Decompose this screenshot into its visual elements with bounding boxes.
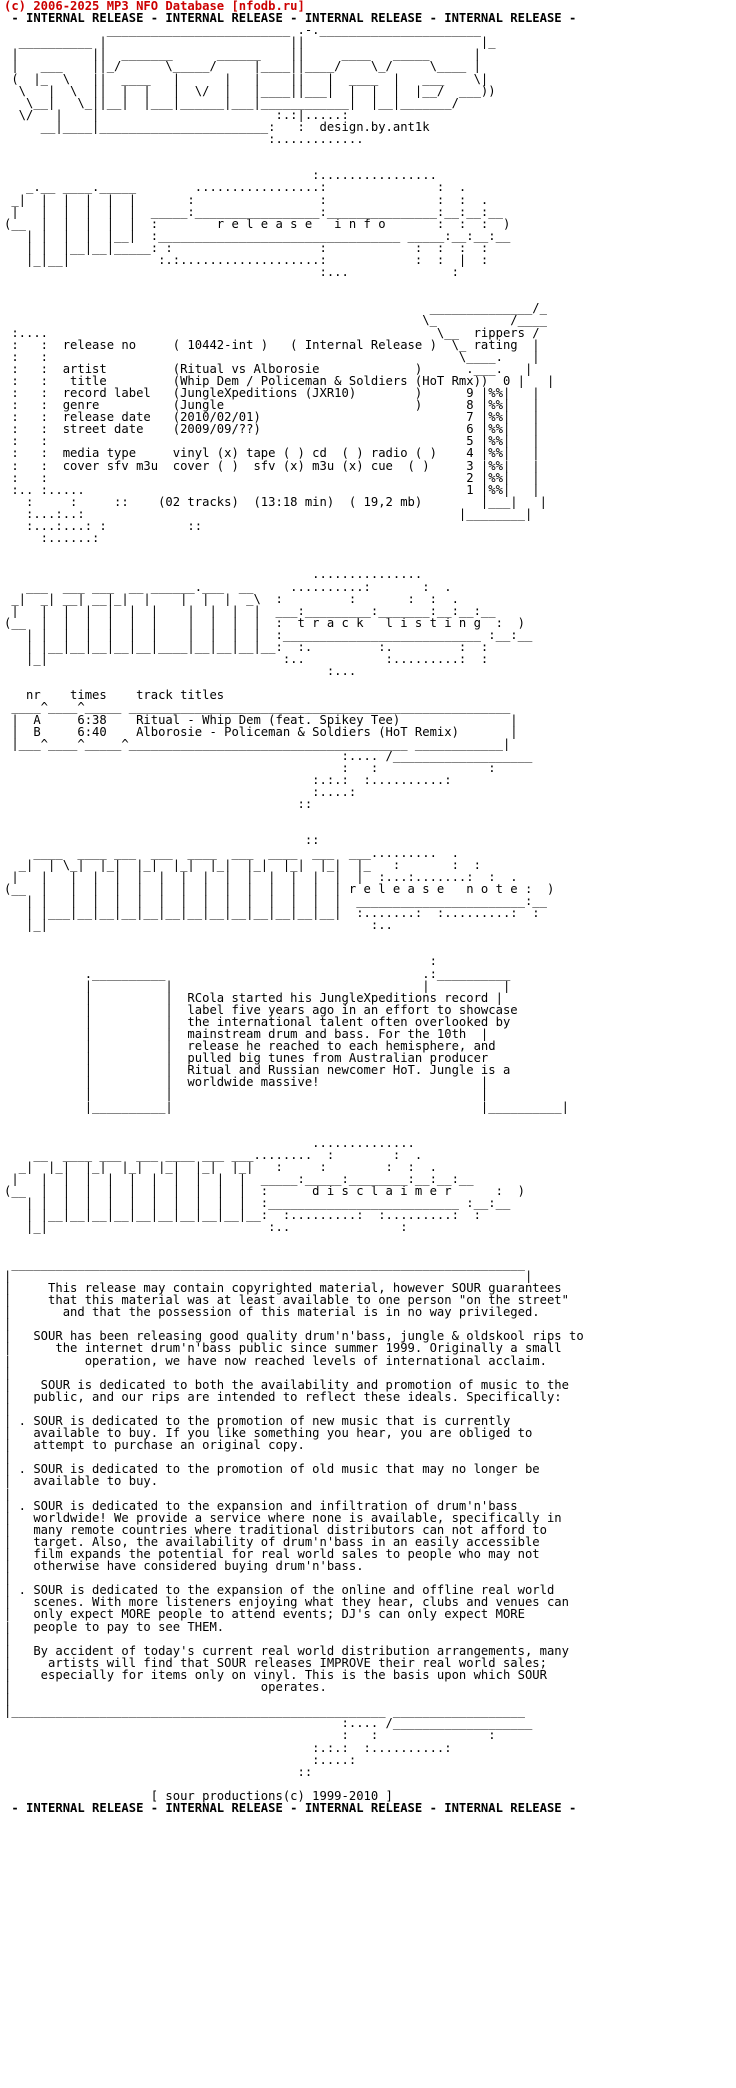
nfo-line (4, 278, 584, 290)
nfo-line: __ ____ ___ ___ ____ ___ ___........ : : . (4, 1147, 423, 1162)
nfo-line: | (4, 1571, 12, 1586)
nfo-line: : : :: (02 tracks) (13:18 min) ( 19,2 mb) |___| | (4, 494, 547, 509)
nfo-line: | (4, 1401, 12, 1416)
nfo-line: | SOUR is dedicated to both the availability and promotion of music to the (4, 1377, 569, 1392)
nfo-line: | artists will find that SOUR releases IMPROVE their real world sales; (4, 1655, 547, 1670)
nfo-line: | only expect MORE people to attend events; DJ's can only expect MORE (4, 1607, 525, 1622)
nfo-line: : : release no ( 10442-int ) ( Internal Release ) \_ rating | (4, 337, 540, 352)
nfo-line: | By accident of today's current real world distribution arrangements, many (4, 1643, 569, 1658)
nfo-line: __|____|_______________________: : design.by.ant1k (4, 119, 430, 134)
nfo-line: |_| :.. :.........: : (4, 652, 489, 667)
nfo-line: :....: (4, 785, 357, 800)
nfo-line: | | | | | | _____:_________________:_______________:__:__:__ (4, 204, 503, 219)
nfo-line (4, 1113, 584, 1125)
nfo-line: :.. :..... 1 |%%| | (4, 482, 540, 497)
nfo-line (4, 1234, 584, 1246)
nfo-line: | | | | | | | | | | | ___:_________:_______:__:__:__ (4, 603, 496, 618)
nfo-line (4, 1125, 584, 1137)
nfo-line: | | the international talent often overlooked by (4, 1014, 511, 1029)
nfo-line: | operates. (4, 1680, 327, 1695)
nfo-line: | that this material was at least available to one person "on the street" (4, 1293, 569, 1308)
nfo-line: | attempt to purchase an original copy. (4, 1438, 305, 1453)
nfo-line: | | | | | | | | | | | _____:_____:________:__:__:__ (4, 1172, 474, 1187)
nfo-line: : : genre (Jungle ) 8 |%%| | (4, 398, 540, 413)
nfo-line: |__________| |__________| (4, 1099, 569, 1114)
nfo-line: : : media type vinyl (x) tape ( ) cd ( ) radio ( ) 4 |%%| | (4, 446, 540, 461)
nfo-line: | . SOUR is dedicated to the promotion of new music that is currently (4, 1413, 511, 1428)
nfo-line: _________________________ .-.______________________ (4, 23, 481, 38)
nfo-line: : : 2 |%%| | (4, 470, 540, 485)
nfo-line: :............ (4, 132, 364, 147)
nfo-line: : : street date (2009/09/??) 6 |%%| | (4, 422, 540, 437)
banner-bottom: - INTERNAL RELEASE - INTERNAL RELEASE - INTERNAL RELEASE - INTERNAL RELEASE - (4, 1800, 577, 1815)
nfo-line: | . SOUR is dedicated to the expansion of the online and offline real world (4, 1583, 555, 1598)
nfo-line: : : cover sfv m3u cover ( ) sfv (x) m3u (x) cue ( ) 3 |%%| | (4, 458, 540, 473)
nfo-line: :.... \__ rippers / (4, 325, 540, 340)
nfo-line: ____^____^_____ ____________________________________________________ (4, 700, 511, 715)
nfo-line: nr times track titles (4, 688, 225, 703)
nfo-line (4, 544, 584, 556)
nfo-line: | || _______ ______ || ____ _____ | (4, 47, 481, 62)
banner-top: - INTERNAL RELEASE - INTERNAL RELEASE - INTERNAL RELEASE - INTERNAL RELEASE - (4, 11, 577, 26)
nfo-line: _| | \_| |_| |_| |_| |_| |_| |_| |_| |_ : : : (4, 857, 481, 872)
nfo-line: | (4, 1450, 12, 1465)
nfo-line: | otherwise have considered buying drum'n'bass. (4, 1559, 364, 1574)
nfo-line (4, 145, 584, 157)
nfo-line: : : title (Whip Dem / Policeman & Soldiers (HoT Rmx)) 0 | | (4, 373, 555, 388)
nfo-line: __________ | || |_ (4, 35, 496, 50)
nfo-line: :.:.: :..........: (4, 773, 452, 787)
nfo-line: ............... (4, 567, 423, 582)
nfo-line: .__________ .:__________ (4, 966, 511, 981)
nfo-line: |_| :.. : (4, 1220, 408, 1235)
nfo-line: : : : (4, 760, 496, 775)
nfo-line: | scenes. With more listeners enjoying what they hear, clubs and venues can (4, 1595, 569, 1610)
nfo-line: | | | | | | | | | | | :__________________________ :__:__ (4, 1196, 511, 1211)
nfo-line: | especially for items only on vinyl. This is the basis upon which SOUR (4, 1667, 547, 1682)
nfo-line: | ___ ||_/ \_____/ |____||____/ \_/ \____ | (4, 59, 481, 74)
nfo-line: | public, and our rips are intended to reflect these ideals. Specifically: (4, 1389, 562, 1404)
nfo-line: | | | (4, 1087, 489, 1102)
nfo-line (4, 810, 584, 822)
nfo-line: | SOUR has been releasing good quality drum'n'bass, jungle & oldskool rips to (4, 1329, 584, 1344)
nfo-line: | | label five years ago in an effort to showcase (4, 1002, 518, 1017)
nfo-line: : : artist (Ritual vs Alborosie ) .___. | (4, 361, 533, 376)
nfo-line: (__ | | | | | | | | | | : t r a c k l i s t i n g : ) (4, 615, 525, 630)
nfo-line: | |__|__|__|__|__|____|__|__|__|__: :. :. : : (4, 639, 489, 654)
nfo-line: [ sour productions(c) 1999-2010 ] (4, 1788, 393, 1803)
nfo-line: | | Ritual and Russian newcomer HoT. Jungle is a (4, 1063, 511, 1078)
nfo-line: | | | | | | | | | | | | | | | _______________________:__ (4, 893, 547, 908)
nfo-line: | | |__|__|_____: : : : : : : (4, 240, 489, 255)
nfo-line: :.:.: :..........: (4, 1740, 452, 1755)
nfo-line: | (4, 1631, 12, 1646)
nfo-line: | | | | (4, 978, 511, 993)
nfo-line: ______________/_ (4, 301, 547, 316)
copyright-header: (c) 2006-2025 MP3 NFO Database [nfodb.ru] (4, 0, 305, 13)
nfo-line: :... : (4, 265, 459, 280)
nfo-line: :...:..: |________| (4, 506, 533, 521)
nfo-line: | (4, 1486, 12, 1501)
nfo-line: | available to buy. (4, 1474, 159, 1489)
nfo-line: | and that the possession of this material is in no way privileged. (4, 1305, 540, 1320)
nfo-line: | | mainstream drum and bass. For the 10th | (4, 1026, 489, 1041)
nfo-line: ___ ___ ___ __ ______.___ __ ..........: : . (4, 579, 452, 594)
nfo-line: | people to pay to see THEM. (4, 1619, 225, 1634)
nfo-line: | . SOUR is dedicated to the expansion and infiltration of drum'n'bass (4, 1498, 518, 1513)
nfo-line: | | (4, 1268, 533, 1283)
nfo-line: |___^____^_____^______________________________________ ____________| (4, 736, 511, 751)
nfo-line: |___________________________________________________ __________________ (4, 1704, 525, 1719)
nfo-line: :....: (4, 1752, 357, 1767)
nfo-line: | . SOUR is dedicated to the promotion of old music that may no longer be (4, 1462, 540, 1477)
nfo-line: | | release he reached to each hemisphere, and (4, 1039, 496, 1054)
nfo-line: | B 6:40 Alborosie - Policeman & Soldiers (HoT Remix) | (4, 724, 518, 739)
nfo-line: | many remote countries where traditional distributors can not afford to (4, 1522, 547, 1537)
nfo-line: | | worldwide massive! | (4, 1075, 489, 1090)
nfo-line (4, 1246, 584, 1258)
nfo-line: | film expands the potential for real world sales to people who may not (4, 1547, 540, 1561)
nfo-line: | worldwide! We provide a service where none is available, specifically in (4, 1510, 562, 1525)
nfo-line: _| | | | | | : : : : . (4, 192, 489, 207)
nfo-line: :................ (4, 168, 437, 183)
nfo-body (4, 24, 584, 1802)
nfo-line: : : record label (JungleXpeditions (JXR10) ) 9 |%%| | (4, 386, 540, 400)
nfo-line: (__ | | | | | : r e l e a s e i n f o : : : ) (4, 216, 511, 231)
nfo-line: | |__|__|__|__|__|__|__|__|__|__: :.........: :.........: : (4, 1208, 481, 1223)
nfo-line: \ | \ || | | | \/ | |____||___| | | | |__/ ___)) (4, 83, 496, 98)
nfo-line: : : release date (2010/02/01) 7 |%%| | (4, 410, 540, 425)
nfo-line: | (4, 1365, 12, 1380)
nfo-line: | | pulled big tunes from Australian producer (4, 1051, 489, 1066)
nfo-line: | operation, we have now reached levels of international acclaim. (4, 1353, 547, 1368)
nfo-line: : : \____. | (4, 349, 540, 364)
nfo-line: |_|__| :.:...................: : : | : (4, 252, 489, 267)
nfo-line: | available to buy. If you like something you hear, you are obliged to (4, 1426, 533, 1441)
nfo-line: :: (4, 833, 320, 848)
nfo-line: : : 5 |%%| | (4, 434, 540, 449)
nfo-line: \/ | | :.:|.....: (4, 107, 349, 122)
nfo-line: : (4, 954, 437, 969)
nfo-line: :.... /___________________ (4, 748, 533, 763)
nfo-line: : : : (4, 1728, 496, 1743)
nfo-line: | A 6:38 Ritual - Whip Dem (feat. Spikey Tee) | (4, 712, 518, 727)
nfo-line: :: (4, 797, 313, 812)
nfo-line: :...:...: : :: (4, 519, 203, 534)
nfo-line: _.__ ____._____ .................: : . (4, 180, 467, 195)
nfo-line: ______________________________________________________________________ (4, 1256, 525, 1271)
nfo-line: :.... /___________________ (4, 1716, 533, 1731)
nfo-line: | (4, 1317, 12, 1332)
nfo-line: | the internet drum'n'bass public since summer 1999. Originally a small (4, 1341, 562, 1356)
nfo-line: | target. Also, the availability of drum'n'bass in an easily accessible (4, 1534, 540, 1549)
nfo-line: :... (4, 664, 357, 679)
nfo-line: | | | | |__| :_________________________________ _____:__:__:__ (4, 228, 511, 243)
nfo-line: ( |_ \ || ____ | | | || | ____ | ___ \| (4, 71, 489, 86)
nfo-line: | | | | | | | | | | | | | | | | :...:.......: : . (4, 869, 518, 884)
nfo-line: \_ /____ (4, 313, 547, 328)
nfo-line: _| |_| |_| |_| |_| |_| |_| : : : : . (4, 1160, 437, 1174)
nfo-line: | |___|__|__|__|__|__|__|__|__|__|__|__|__| :.......: :.........: : (4, 906, 540, 921)
nfo-line: .............. (4, 1135, 415, 1150)
nfo-line: | | | | | | | | | | | :___________________________ :__:__ (4, 627, 533, 642)
nfo-line: (__ | | | | | | | | | | | | | | r e l e a s e n o t e : ) (4, 881, 555, 896)
nfo-line: |_| :.. (4, 918, 393, 933)
nfo-line: | | RCola started his JungleXpeditions record | (4, 990, 503, 1005)
nfo-line: | (4, 1692, 12, 1707)
nfo-line: :......: (4, 531, 100, 546)
nfo-line: | This release may contain copyrighted material, however SOUR guarantees (4, 1280, 562, 1295)
nfo-line: ____ ____ ___ ___ ____ ___ ____ ___ ___......... . (4, 845, 459, 860)
nfo-line (4, 931, 584, 943)
nfo-line: :: (4, 1764, 313, 1779)
nfo-line: _| _| __| __|_| | | | | _\ : : : : . (4, 591, 459, 606)
nfo-line: \__| \_||__| |___|______|___|____________| |__|_______/ (4, 95, 459, 110)
nfo-line: (__ | | | | | | | | | | : d i s c l a i m e r : ) (4, 1184, 525, 1199)
